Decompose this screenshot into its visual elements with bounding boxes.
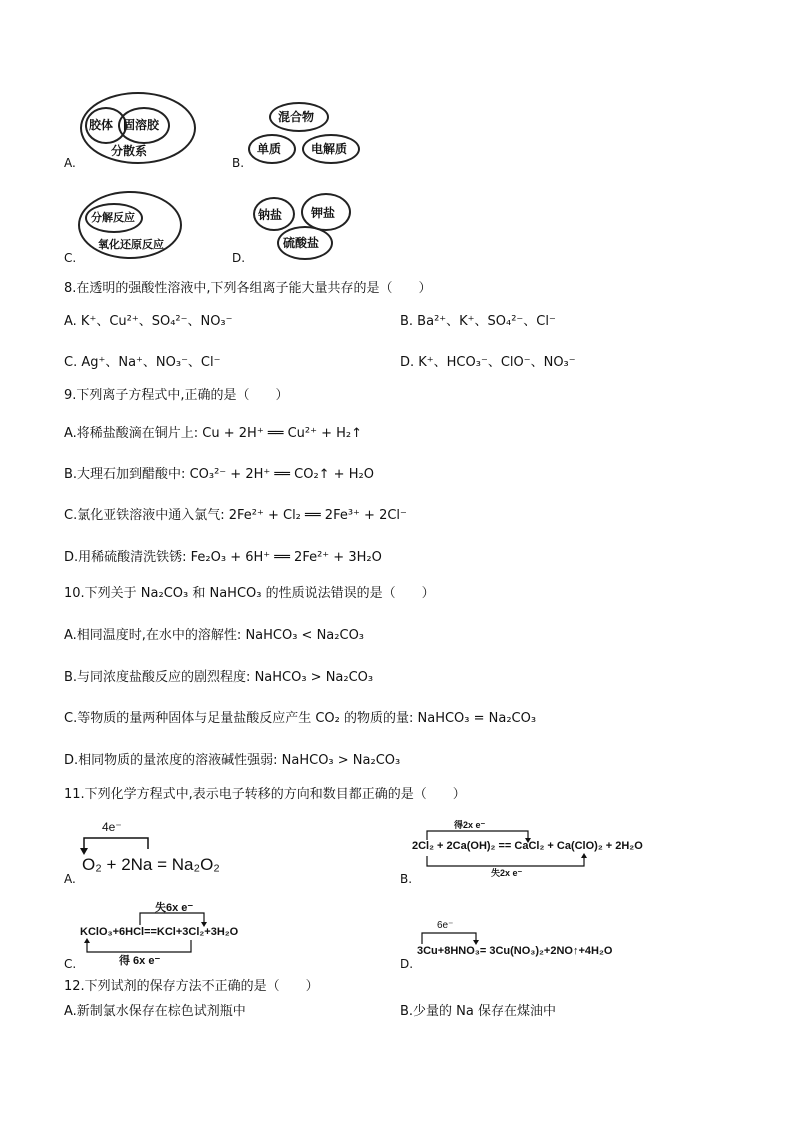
q9-option-c: C.氯化亚铁溶液中通入氯气: 2Fe²⁺ + Cl₂ ══ 2Fe³⁺ + 2Cl⁻: [64, 508, 407, 523]
electron-count-label: 4e⁻: [102, 820, 122, 834]
loss-electron-label: 失2x e⁻: [491, 868, 523, 878]
sulfate-label: 硫酸盐: [283, 236, 320, 250]
equation: 3Cu+8HNO₃= 3Cu(NO₃)₂+2NO↑+4H₂O: [417, 945, 613, 957]
q10-option-c: C.等物质的量两种固体与足量盐酸反应产生 CO₂ 的物质的量: NaHCO₃ = Na₂CO₃: [64, 711, 537, 726]
loss-electron-label: 失6x e⁻: [155, 902, 194, 914]
q12-option-a: A.新制氯水保存在棕色试剂瓶中: [64, 1004, 246, 1019]
q10-option-a: A.相同温度时,在水中的溶解性: NaHCO₃ < Na₂CO₃: [64, 628, 365, 643]
electron-count-label: 6e⁻: [437, 920, 454, 931]
potassium-salt-label: 钾盐: [311, 206, 336, 220]
option-label: B.: [232, 156, 245, 170]
q8-option-a: A. K⁺、Cu²⁺、SO₄²⁻、NO₃⁻: [64, 314, 233, 329]
q8-option-c: C. Ag⁺、Na⁺、NO₃⁻、Cl⁻: [64, 355, 221, 370]
q10-option-d: D.相同物质的量浓度的溶液碱性强弱: NaHCO₃ > Na₂CO₃: [64, 753, 401, 768]
q12-stem: 12.下列试剂的保存方法不正确的是（ ）: [64, 979, 319, 994]
sodium-salt-label: 钠盐: [258, 208, 283, 222]
option-label: A.: [64, 156, 76, 170]
q8-stem: 8.在透明的强酸性溶液中,下列各组离子能大量共存的是（ ）: [64, 281, 432, 296]
q9-option-b: B.大理石加到醋酸中: CO₃²⁻ + 2H⁺ ══ CO₂↑ + H₂O: [64, 467, 374, 482]
electrolyte-label: 电解质: [311, 142, 348, 156]
gain-electron-label: 得2x e⁻: [454, 820, 486, 830]
equation: 2Cl₂ + 2Ca(OH)₂ == CaCl₂ + Ca(ClO)₂ + 2H₂O: [412, 840, 643, 852]
q8-option-d: D. K⁺、HCO₃⁻、ClO⁻、NO₃⁻: [400, 355, 576, 370]
decomposition-label: 分解反应: [91, 211, 135, 224]
mixture-label: 混合物: [278, 110, 315, 124]
solid-sol-label: 固溶胶: [123, 118, 160, 132]
option-label: D.: [400, 957, 414, 971]
colloid-label: 胶体: [89, 118, 114, 132]
element-label: 单质: [257, 142, 282, 156]
q11-stem: 11.下列化学方程式中,表示电子转移的方向和数目都正确的是（ ）: [64, 787, 466, 802]
option-label: C.: [64, 957, 77, 971]
equation: KClO₃+6HCl==KCl+3Cl₂+3H₂O: [80, 926, 239, 938]
q8-option-b: B. Ba²⁺、K⁺、SO₄²⁻、Cl⁻: [400, 314, 556, 329]
dispersion-system-label: 分散系: [111, 144, 148, 158]
gain-electron-label: 得 6x e⁻: [119, 955, 161, 967]
q9-option-d: D.用稀硫酸清洗铁锈: Fe₂O₃ + 6H⁺ ══ 2Fe²⁺ + 3H₂O: [64, 550, 382, 565]
redox-label: 氧化还原反应: [98, 238, 164, 251]
q10-stem: 10.下列关于 Na₂CO₃ 和 NaHCO₃ 的性质说法错误的是（ ）: [64, 586, 435, 601]
q10-option-b: B.与同浓度盐酸反应的剧烈程度: NaHCO₃ > Na₂CO₃: [64, 670, 374, 685]
option-label: B.: [400, 872, 413, 886]
option-label: D.: [232, 251, 246, 265]
equation: O₂ + 2Na = Na₂O₂: [82, 855, 220, 874]
option-label: C.: [64, 251, 77, 265]
q12-option-b: B.少量的 Na 保存在煤油中: [400, 1004, 557, 1019]
q9-option-a: A.将稀盐酸滴在铜片上: Cu + 2H⁺ ══ Cu²⁺ + H₂↑: [64, 426, 363, 441]
q9-stem: 9.下列离子方程式中,正确的是（ ）: [64, 388, 289, 403]
option-label: A.: [64, 872, 76, 886]
